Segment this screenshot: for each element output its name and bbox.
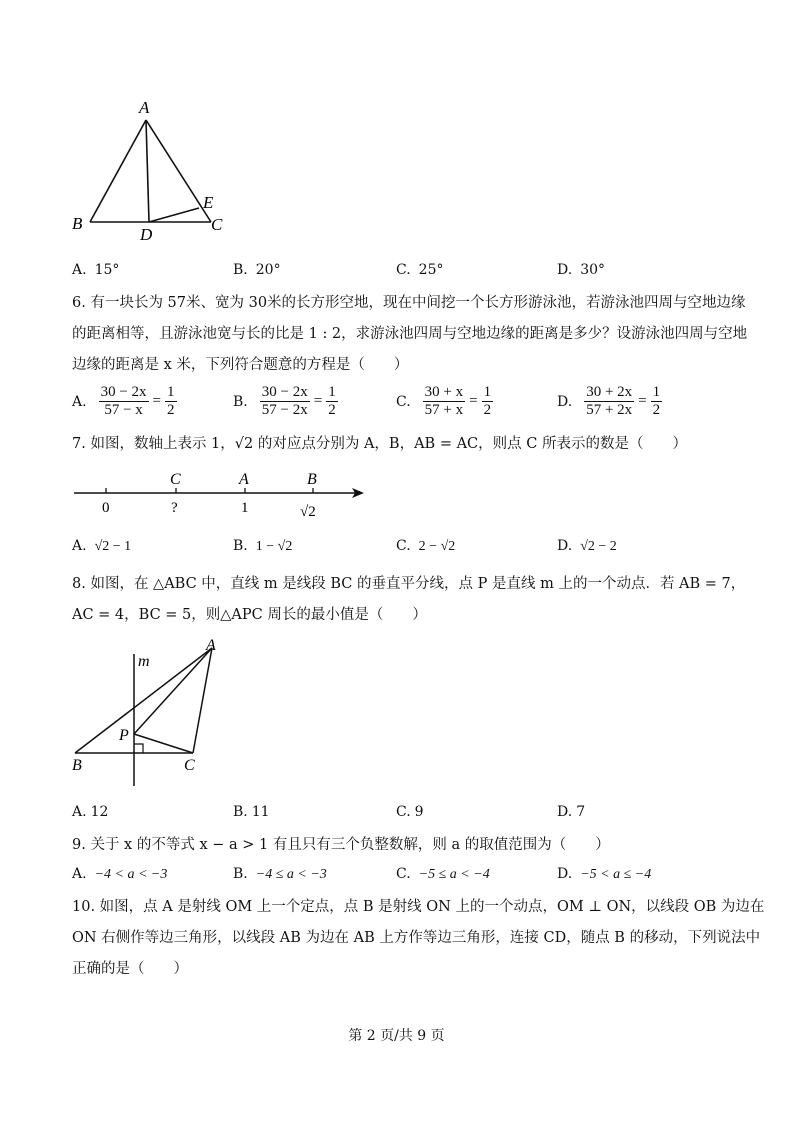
option-label: A. — [72, 804, 87, 820]
vertex-label-d: D — [140, 225, 153, 244]
option-label: C. — [396, 804, 411, 820]
axis-point-label-b: B — [307, 471, 317, 488]
option-value: 25° — [418, 262, 444, 278]
option-value: −5 ≤ a < −4 — [418, 867, 490, 882]
fraction-lhs: $\frac{30 + 2x}{57 + 2x}$ — [586, 384, 633, 418]
q7-option-c[interactable] — [396, 538, 455, 555]
vertex-label-c: C — [211, 215, 223, 234]
axis-point-label-c: C — [170, 471, 181, 488]
fraction-rhs: $\frac{1}{2}$ — [328, 384, 336, 418]
option-label: A. — [72, 262, 87, 278]
q10-stem-line-3: 正确的是（ ） — [72, 961, 188, 977]
line-label-m: m — [138, 653, 150, 670]
axis-tick-label-1: 1 — [241, 500, 249, 516]
option-label: D. — [557, 538, 573, 554]
option-label: C. — [396, 866, 411, 882]
option-label: B. — [233, 804, 248, 820]
vertex-label-a: A — [139, 98, 150, 117]
option-label: A. — [72, 866, 87, 882]
q7-option-b[interactable] — [233, 538, 292, 555]
option-label: D. — [557, 866, 573, 882]
q6-option-c[interactable]: C. $\frac{30 + x}{57 + x}$ = $\frac{1}{2}$ — [396, 384, 492, 418]
option-label: C. — [396, 393, 411, 410]
option-label: C. — [396, 538, 411, 554]
q8-option-b[interactable] — [233, 804, 270, 820]
vertex-label-b: B — [72, 757, 82, 774]
q9-option-d[interactable] — [557, 866, 651, 883]
q7-stem: 7. 如图，数轴上表示 1，√2 的对应点分别为 A，B，AB = AC，则点 C 所表示的数是（ ） — [72, 436, 687, 452]
option-value: −4 < a < −3 — [94, 867, 168, 882]
option-value: √2 − 2 — [580, 539, 617, 554]
option-label: B. — [233, 866, 248, 882]
fraction-rhs: $\frac{1}{2}$ — [167, 384, 175, 418]
q6-option-a[interactable]: A. $\frac{30 - 2x}{57 - x}$ = $\frac{1}{2}$ — [72, 384, 175, 418]
q8-option-c[interactable] — [396, 804, 424, 820]
option-label: B. — [233, 262, 248, 278]
fraction-lhs: $\frac{30 - 2x}{57 - x}$ — [100, 384, 147, 418]
q6-option-d[interactable]: D. $\frac{30 + 2x}{57 + 2x}$ = $\frac{1}{2}$ — [557, 384, 661, 418]
q9-stem: 9. 关于 x 的不等式 x − a > 1 有且只有三个负整数解，则 a 的取值范围为（ ） — [72, 837, 610, 853]
option-value: 11 — [251, 804, 270, 820]
q5-option-b[interactable] — [233, 262, 281, 278]
q9-option-a[interactable] — [72, 866, 167, 883]
option-label: B. — [233, 393, 248, 410]
axis-tick-label-unknown: ? — [171, 500, 178, 516]
point-label-p: P — [119, 727, 129, 744]
option-label: A. — [72, 538, 87, 554]
option-label: D. — [557, 262, 573, 278]
option-value: 7 — [576, 804, 586, 820]
q10-stem-line-2: ON 右侧作等边三角形，以线段 AB 为边在 AB 上方作等边三角形，连接 CD，随点 B 的移动，下列说法中 — [72, 930, 761, 946]
triangle-bisector-figure-q8 — [68, 636, 238, 796]
q8-option-a[interactable] — [72, 804, 108, 820]
axis-tick-label-0: 0 — [102, 500, 110, 516]
q5-option-c[interactable] — [396, 262, 444, 278]
q5-option-d[interactable] — [557, 262, 605, 278]
vertex-label-a: A — [206, 637, 216, 654]
option-label: B. — [233, 538, 248, 554]
option-value: 12 — [90, 804, 109, 820]
q6-stem-line-1: 6. 有一块长为 57米、宽为 30米的长方形空地，现在中间挖一个长方形游泳池，若游泳池四周与空地边缘 — [72, 295, 746, 311]
fraction-rhs: $\frac{1}{2}$ — [483, 384, 492, 418]
q6-option-b[interactable]: B. $\frac{30 - 2x}{57 - 2x}$ = $\frac{1}{2}$ — [233, 384, 336, 418]
option-value: 1 − √2 — [255, 539, 293, 554]
vertex-label-b: B — [72, 214, 83, 233]
axis-tick-label-sqrt2: √2 — [300, 504, 316, 520]
q9-option-b[interactable] — [233, 866, 327, 883]
q5-option-a[interactable] — [72, 262, 119, 278]
option-value: −5 < a ≤ −4 — [580, 867, 652, 882]
option-value: 20° — [255, 262, 281, 278]
option-label: D. — [557, 804, 573, 820]
q10-stem-line-1: 10. 如图，点 A 是射线 OM 上一个定点，点 B 是射线 ON 上的一个动点，OM ⊥ ON，以线段 OB 为边在 — [72, 899, 765, 915]
vertex-label-e: E — [203, 193, 214, 212]
option-value: 15° — [94, 262, 120, 278]
triangle-figure-q5 — [68, 95, 238, 245]
page-number: 第 2 页/共 9 页 — [348, 1028, 445, 1044]
q6-stem-line-3: 边缘的距离是 x 米，下列符合题意的方程是（ ） — [72, 357, 409, 373]
q8-stem-line-2: AC = 4，BC = 5，则△APC 周长的最小值是（ ） — [72, 607, 427, 623]
q7-option-d[interactable] — [557, 538, 617, 555]
option-label: D. — [557, 393, 573, 410]
option-label: C. — [396, 262, 411, 278]
option-value: 2 − √2 — [418, 539, 456, 554]
option-value: −4 ≤ a < −3 — [255, 867, 327, 882]
option-label: A. — [72, 393, 87, 410]
axis-point-label-a: A — [239, 471, 249, 488]
q6-stem-line-2: 的距离相等，且游泳池宽与长的比是 1 : 2，求游泳池四周与空地边缘的距离是多少？设游泳池四周与空地 — [72, 326, 748, 342]
fraction-lhs: $\frac{30 - 2x}{57 - 2x}$ — [261, 384, 308, 418]
option-value: 9 — [414, 804, 424, 820]
vertex-label-c: C — [184, 757, 195, 774]
fraction-lhs: $\frac{30 + x}{57 + x}$ — [424, 384, 464, 418]
q8-stem-line-1: 8. 如图，在 △ABC 中，直线 m 是线段 BC 的垂直平分线，点 P 是直线 m 上的一个动点．若 AB = 7， — [72, 576, 746, 592]
option-value: 30° — [580, 262, 606, 278]
q7-option-a[interactable] — [72, 538, 131, 555]
fraction-rhs: $\frac{1}{2}$ — [652, 384, 661, 418]
option-value: √2 − 1 — [94, 539, 132, 554]
number-line-figure-q7 — [68, 466, 378, 522]
q8-option-d[interactable] — [557, 804, 585, 820]
q9-option-c[interactable] — [396, 866, 490, 883]
